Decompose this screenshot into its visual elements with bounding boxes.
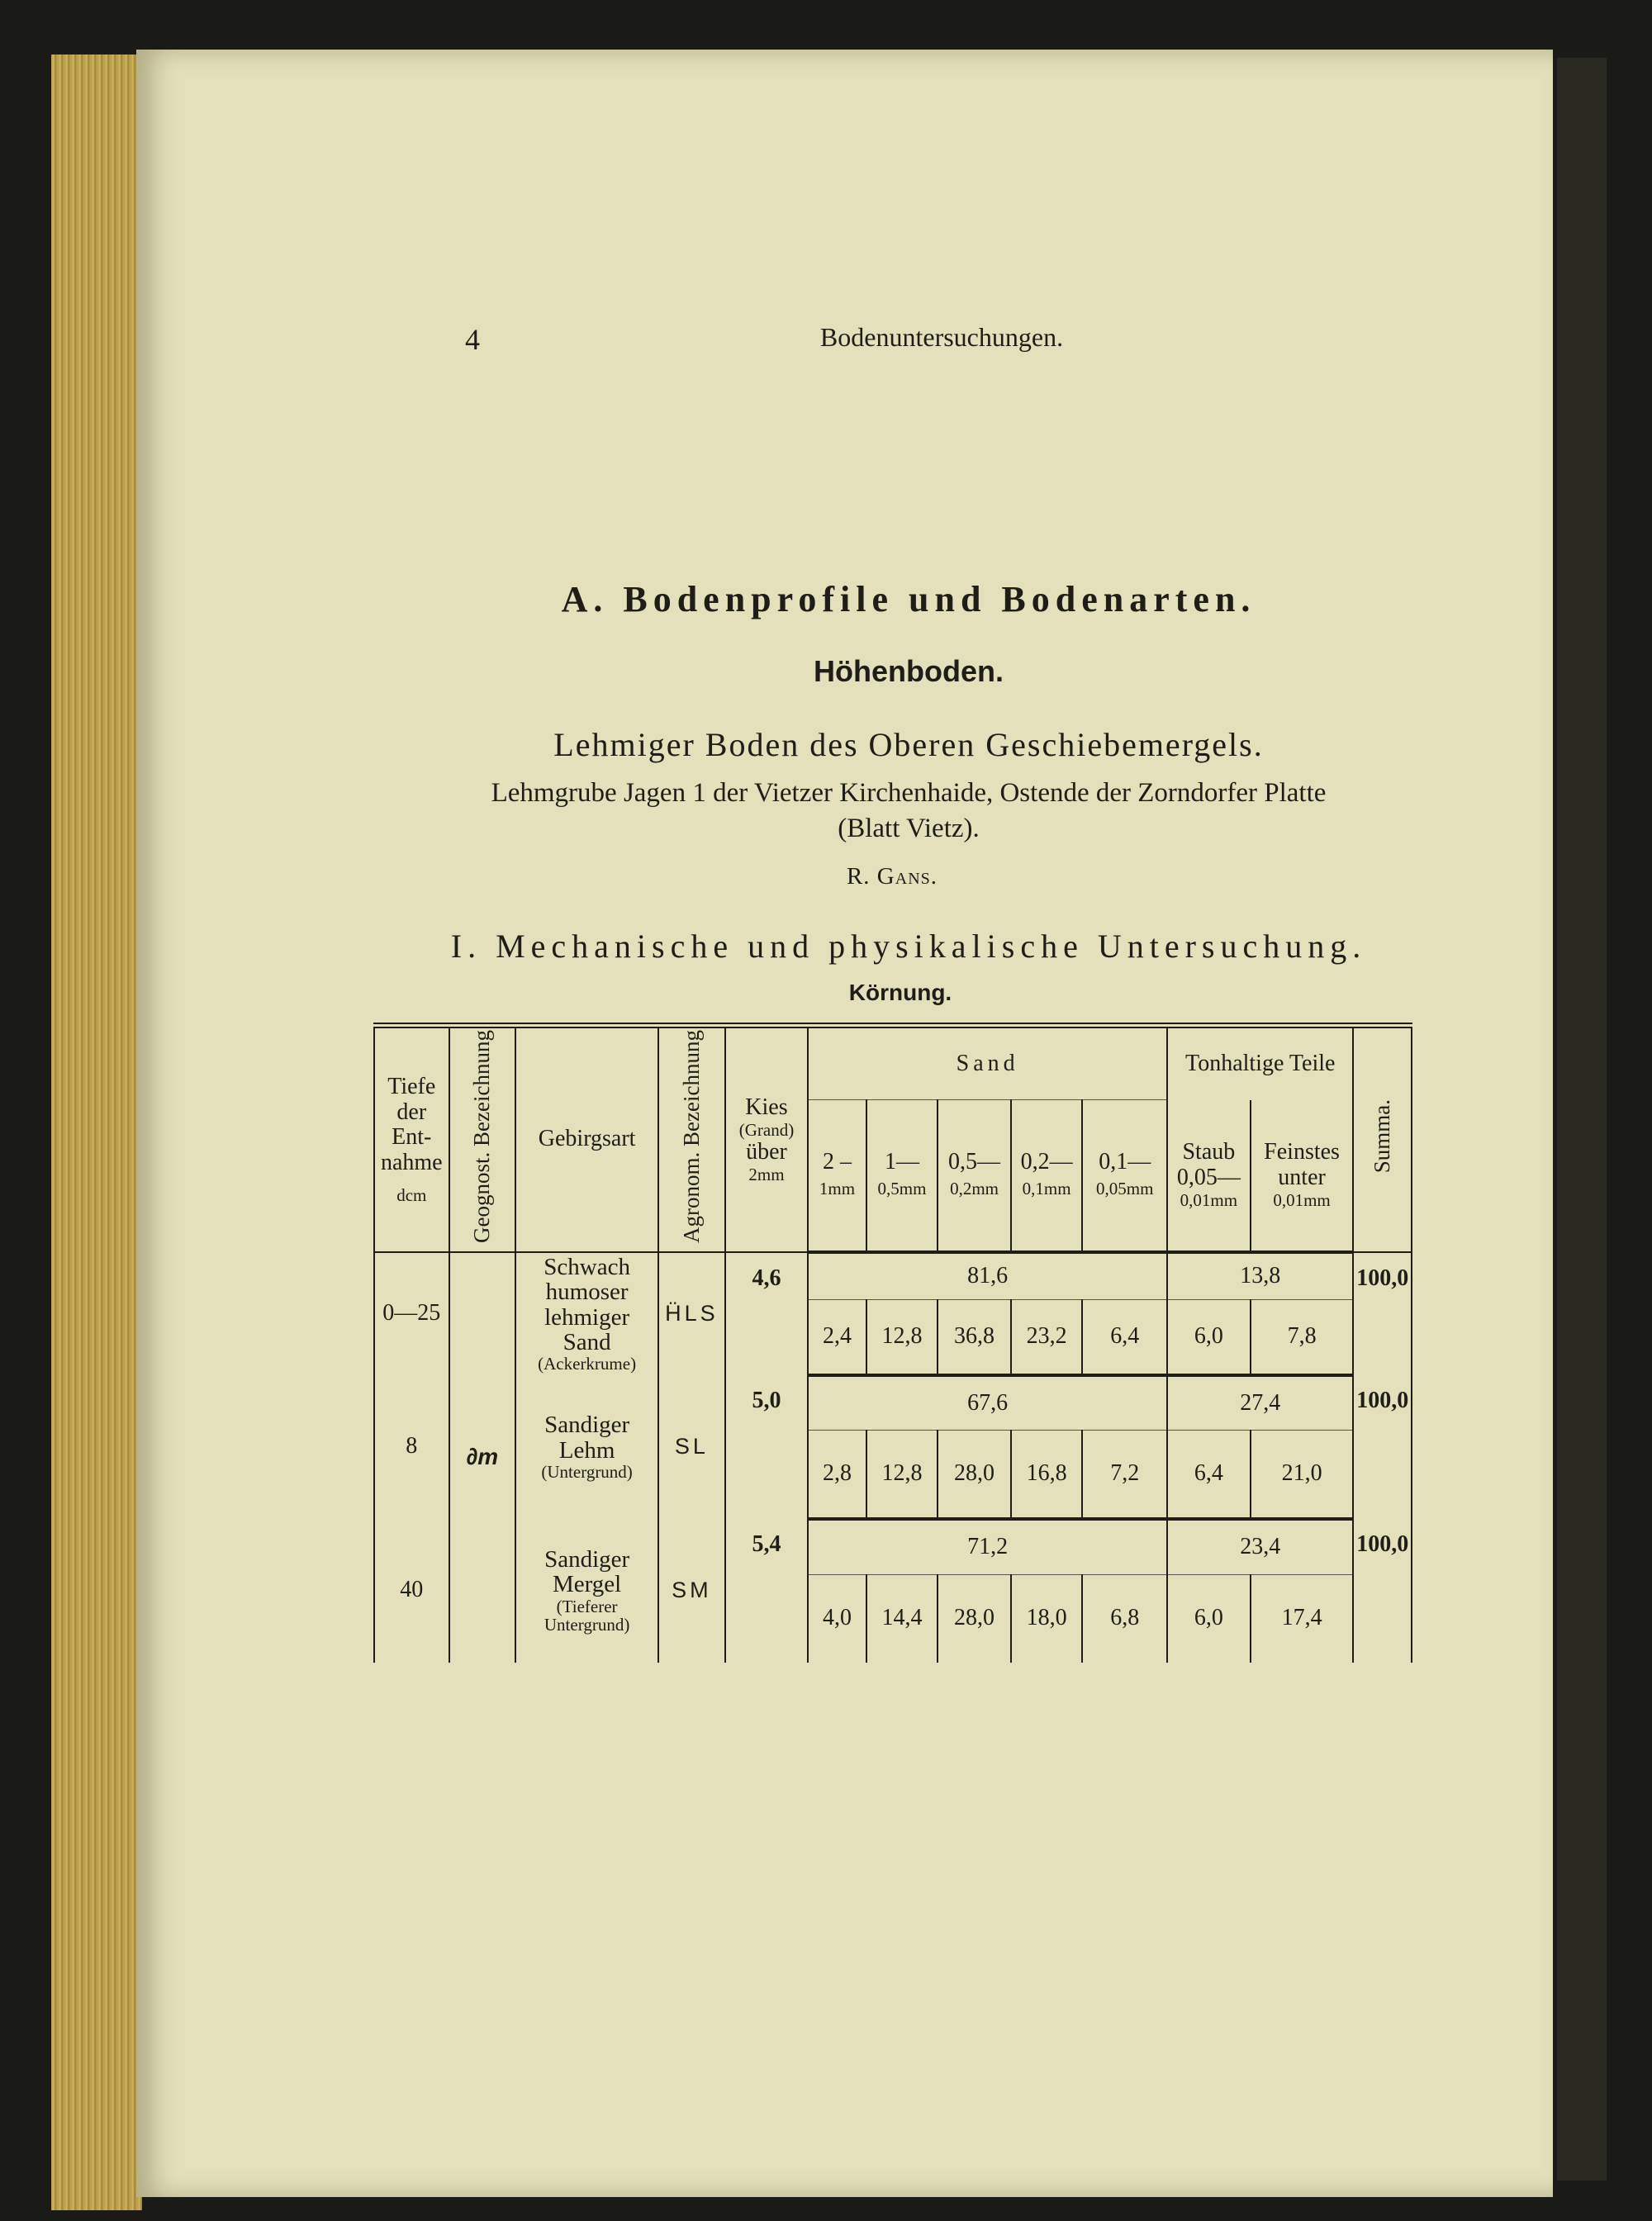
depth-unit: dcm [396,1184,427,1205]
header-text: Staub [1182,1139,1236,1165]
header-text: 0,01mm [1273,1189,1331,1210]
author-name: R. Gans. [846,863,938,890]
fraction-text: 0,5— [948,1149,1001,1175]
fraction-text: 0,2— [1020,1149,1073,1175]
rock-header [515,1026,658,1252]
sand-value: 6,8 [1082,1575,1167,1663]
sand-value: 14,4 [866,1575,938,1663]
header-text: Agronom. Bezeichnung [678,1030,704,1243]
header-text: Tonhaltige Teile [1185,1050,1336,1076]
fraction-text: 0,5mm [877,1178,927,1198]
subsection-heading: Höhenboden. [814,654,1004,688]
soil-type-title: Lehmiger Boden des Oberen Geschiebemergels. [553,726,1264,763]
dust-value: 6,0 [1167,1299,1251,1374]
grain-size-table [373,1023,1412,1663]
finest-value: 7,8 [1251,1299,1354,1374]
sand-header [808,1026,1167,1100]
sand-fraction-header [808,1100,866,1252]
rock-note: (Tieferer Untergrund) [544,1596,630,1635]
header-text: Sand [956,1050,1019,1076]
section-heading: A. Bodenprofile und Bodenarten. [561,579,1256,619]
sand-value: 4,0 [808,1575,866,1663]
agronom-header [658,1026,725,1252]
fraction-text: 2 – [823,1149,852,1175]
rock-text: Sand [563,1329,611,1356]
sand-value: 6,4 [1082,1299,1167,1374]
fraction-text: 0,1— [1099,1149,1151,1175]
fraction-text: 0,2mm [950,1178,999,1198]
rock-text: Lehm [558,1436,615,1464]
clay-total-cell: 27,4 [1167,1375,1353,1431]
rock-note: (Untergrund) [541,1461,633,1482]
geognost-header [449,1026,516,1252]
fraction-text: 0,1mm [1022,1178,1071,1198]
header-text: über [746,1138,787,1165]
rock-text: Sandiger [544,1546,630,1573]
sand-value: 36,8 [938,1299,1011,1374]
sand-value: 2,4 [808,1299,866,1374]
header-text: Tiefe [387,1073,436,1099]
header-text: nahme [380,1150,443,1176]
book-right-edge [1557,58,1607,2181]
sand-fraction-header [866,1100,938,1252]
sand-value: 2,8 [808,1431,866,1519]
agronom-cell: ḦLS [658,1252,725,1375]
part-heading: I. Mechanische und physikalische Untersuchung. [450,928,1367,965]
rock-cell [515,1375,658,1519]
rock-cell [515,1519,658,1663]
sand-total-cell: 71,2 [808,1519,1167,1575]
header-text: 2mm [748,1164,785,1184]
rock-text: humoser [545,1279,629,1306]
location-line: (Blatt Vietz). [838,814,980,843]
sand-fraction-header [938,1100,1011,1252]
header-text: Kies [745,1094,788,1120]
clay-total-cell: 23,4 [1167,1519,1353,1575]
table-title: Körnung. [848,980,952,1005]
finest-value: 21,0 [1251,1431,1354,1519]
sand-value: 18,0 [1011,1575,1083,1663]
rock-text: Mergel [552,1571,622,1598]
gravel-cell: 5,0 [725,1375,809,1519]
sand-total-cell: 81,6 [808,1252,1167,1300]
header-text: 0,01mm [1180,1189,1238,1210]
agronom-cell: SL [658,1375,725,1519]
header-text: Geognost. Bezeichnung [468,1030,494,1243]
rock-cell [515,1252,658,1375]
header-text: der [396,1099,427,1125]
sand-value: 28,0 [938,1431,1011,1519]
clay-total-cell: 13,8 [1167,1252,1353,1300]
depth-cell: 0—25 [374,1252,449,1375]
rock-note: (Ackerkrume) [538,1354,637,1374]
sum-cell: 100,0 [1353,1375,1412,1519]
finest-value: 17,4 [1251,1575,1354,1663]
sand-value: 23,2 [1011,1299,1083,1374]
depth-header [374,1026,449,1252]
header-text: (Grand) [738,1119,795,1140]
gravel-cell: 4,6 [725,1252,809,1375]
header-text: Gebirgsart [538,1126,636,1152]
location-line: Lehmgrube Jagen 1 der Vietzer Kirchenhaide, Ostende der Zorndorfer Platte [491,778,1327,808]
sand-fraction-header [1082,1100,1167,1252]
sand-value: 16,8 [1011,1431,1083,1519]
dust-value: 6,0 [1167,1575,1251,1663]
sand-value: 28,0 [938,1575,1011,1663]
finest-header [1251,1100,1354,1252]
sand-value: 12,8 [866,1299,938,1374]
fraction-text: 1mm [819,1178,856,1198]
sand-total-cell: 67,6 [808,1375,1167,1431]
sum-cell: 100,0 [1353,1252,1412,1375]
gravel-header [725,1026,809,1252]
rock-text: Sandiger [544,1412,630,1439]
depth-cell: 40 [374,1519,449,1663]
clay-header [1167,1026,1353,1100]
depth-cell: 8 [374,1375,449,1519]
agronom-cell: SM [658,1519,725,1663]
geognost-cell: ∂m [449,1252,516,1663]
page-number: 4 [465,323,480,356]
rock-text: lehmiger [544,1303,630,1331]
sum-cell: 100,0 [1353,1519,1412,1663]
header-text: unter [1278,1165,1326,1191]
header-text: Ent- [392,1124,432,1151]
book-page-edges [51,55,142,2210]
sand-fraction-header [1011,1100,1083,1252]
dust-value: 6,4 [1167,1431,1251,1519]
dust-header [1167,1100,1251,1252]
header-text: Feinstes [1264,1139,1340,1165]
total-header [1353,1026,1412,1252]
fraction-text: 1— [884,1149,919,1175]
header-text: 0,05— [1176,1165,1241,1191]
rock-text: Schwach [544,1253,630,1280]
sand-value: 7,2 [1082,1431,1167,1519]
header-text: Summa. [1369,1099,1394,1174]
gravel-cell: 5,4 [725,1519,809,1663]
running-head: Bodenuntersuchungen. [819,322,1064,352]
fraction-text: 0,05mm [1095,1178,1154,1198]
sand-value: 12,8 [866,1431,938,1519]
